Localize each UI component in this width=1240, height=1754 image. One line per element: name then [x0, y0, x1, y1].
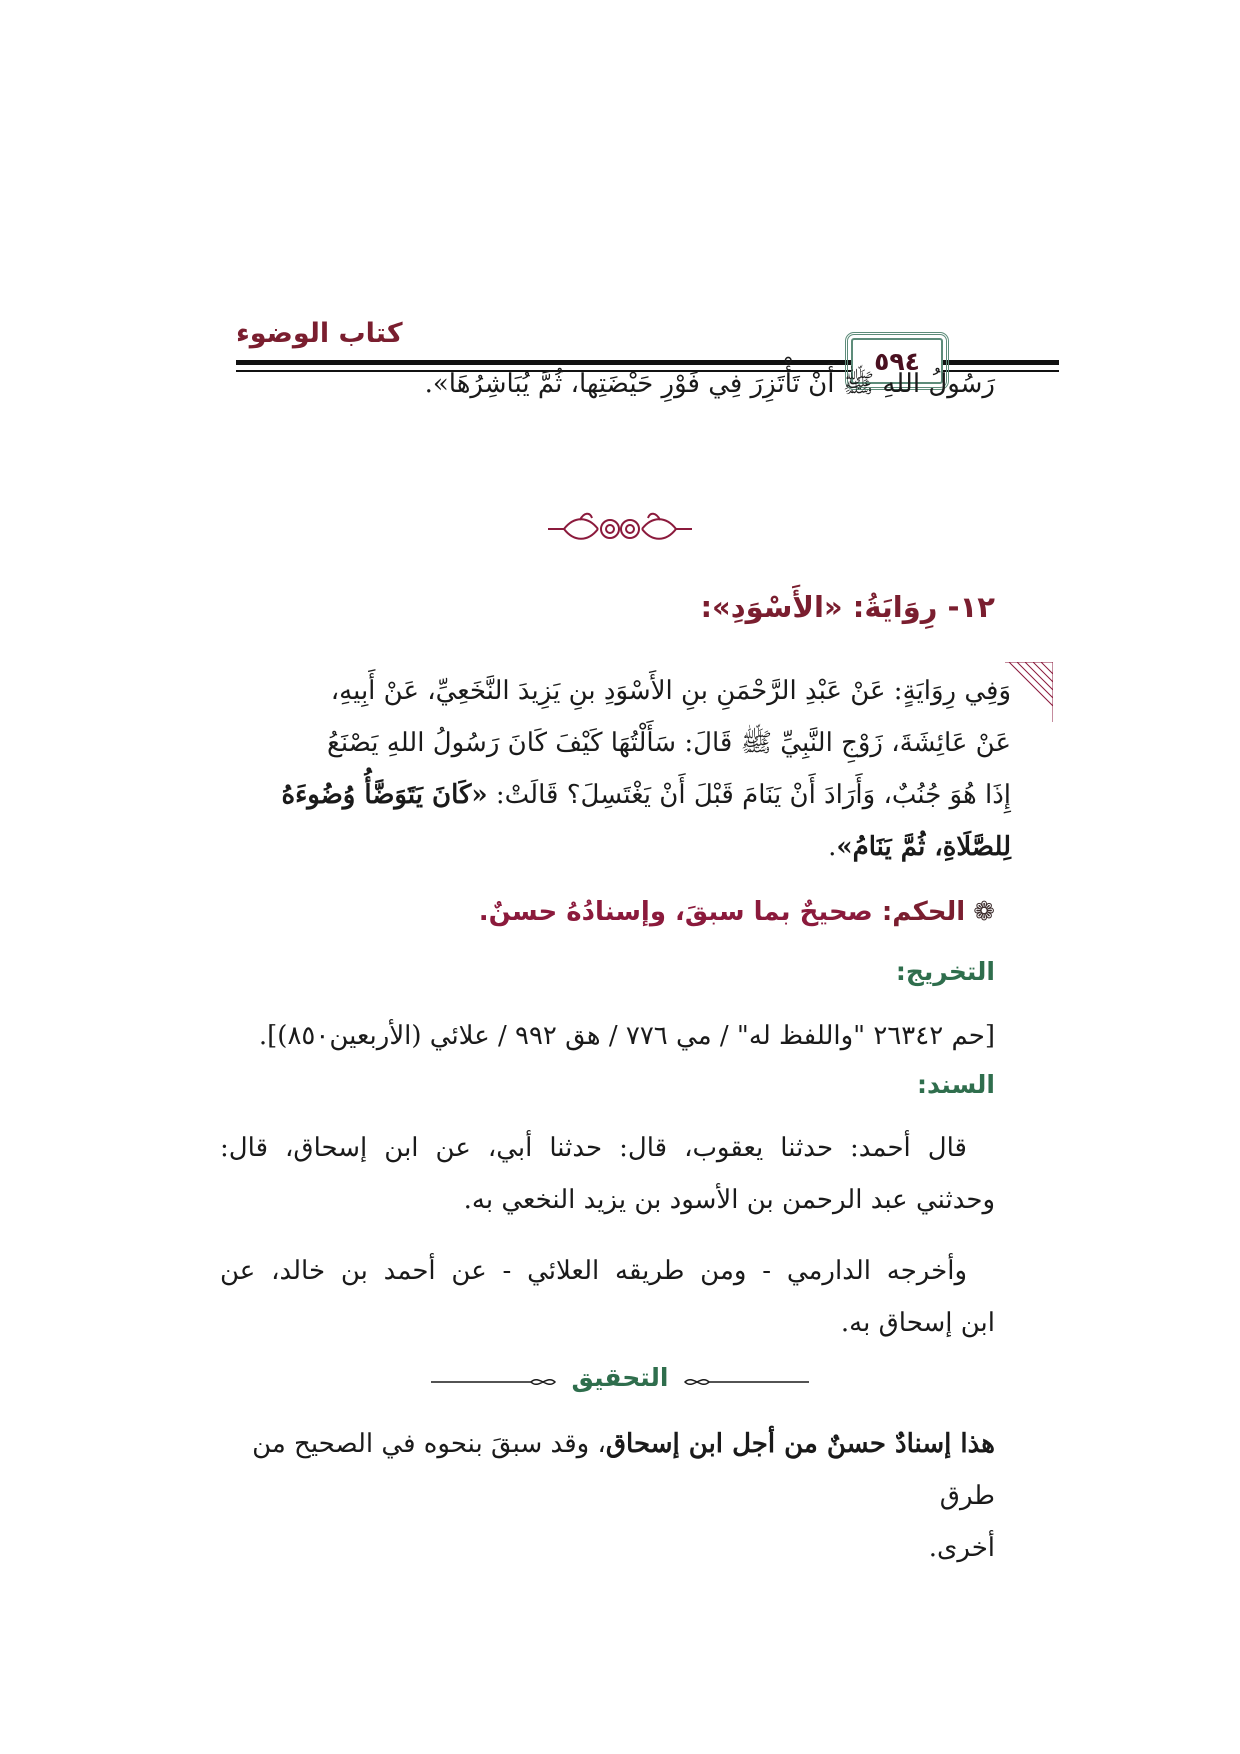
page-number: ٥٩٤	[874, 346, 920, 376]
sanad-line: وحدثني عبد الرحمن بن الأسود بن يزيد النخعي به.	[463, 1185, 995, 1215]
sanad-line: ابن إسحاق به.	[840, 1308, 995, 1338]
ruling-value: صحيحٌ بما سبقَ، وإسنادُهُ حسنٌ.	[478, 897, 873, 927]
tahqiq-paragraph	[220, 1418, 995, 1574]
narration-line: عَنْ عَائِشَةَ، زَوْجِ النَّبِيِّ ﷺ قَالَ: سَأَلْتُهَا كَيْفَ كَانَ رَسُولُ اللهِ يَصْنَعُ	[327, 728, 1011, 758]
tahqiq-rest: ، وقد سبقَ بنحوه في الصحيح من طرق	[252, 1429, 995, 1511]
sanad-line: قال أحمد: حدثنا يعقوب، قال: حدثنا أبي، عن ابن إسحاق، قال:	[220, 1133, 967, 1163]
corner-ornament-icon	[1005, 662, 1053, 722]
ruling-line	[479, 897, 995, 927]
floral-ornament-icon	[540, 510, 700, 548]
narration-line-text: إِذَا هُوَ جُنُبٌ، وَأَرَادَ أَنْ يَنَامَ قَبْلَ أَنْ يَغْتَسِلَ؟ قَالَتْ:	[487, 780, 1011, 810]
tahqiq-line	[220, 1418, 995, 1522]
tahqiq-heading: التحقيق	[560, 1363, 680, 1392]
tahqiq-line: أخرى.	[928, 1533, 995, 1563]
continuation-line: رَسُولُ اللهِ ﷺ أَنْ تَأْتَزِرَ فِي فَوْرِ حَيْضَتِها، ثُمَّ يُبَاشِرُهَا».	[424, 369, 995, 399]
narration-paragraph	[236, 665, 1011, 873]
sanad-paragraph	[220, 1245, 995, 1349]
narration-line	[236, 821, 1011, 873]
narration-line: وَفِي رِوَايَةٍ: عَنْ عَبْدِ الرَّحْمَنِ بنِ الأَسْوَدِ بنِ يَزِيدَ النَّخَعِيِّ، عَنْ أَبِيهِ،	[330, 676, 1011, 706]
takhrij-text: [حم ٢٦٣٤٢ "واللفظ له" / مي ٧٧٦ / هق ٩٩٢ / علائي (الأربعين٨٥٠)].	[258, 1021, 995, 1051]
tahqiq-bold: هذا إسنادٌ حسنٌ من أجل ابن إسحاق	[605, 1429, 995, 1459]
sanad-paragraph	[220, 1122, 995, 1226]
sanad-heading: السند:	[916, 1070, 995, 1099]
narration-quote-bold: لِلصَّلَاةِ، ثُمَّ يَنَامُ»	[836, 832, 1011, 862]
flower-bullet-icon: ❁	[973, 897, 995, 927]
narration-line	[236, 769, 1011, 821]
ruling-label: الحكم:	[881, 897, 966, 927]
takhrij-heading: التخريج:	[895, 957, 995, 986]
book-title: كتاب الوضوء	[236, 318, 403, 349]
sanad-line: وأخرجه الدارمي - ومن طريقه العلائي - عن أحمد بن خالد، عن	[220, 1256, 967, 1286]
section-heading: ١٢- رِوَايَةُ: «الأَسْوَدِ»:	[700, 590, 995, 624]
narration-quote-bold: «كَانَ يَتَوَضَّأُ وُضُوءَهُ	[281, 780, 488, 810]
narration-end: .	[828, 832, 837, 862]
